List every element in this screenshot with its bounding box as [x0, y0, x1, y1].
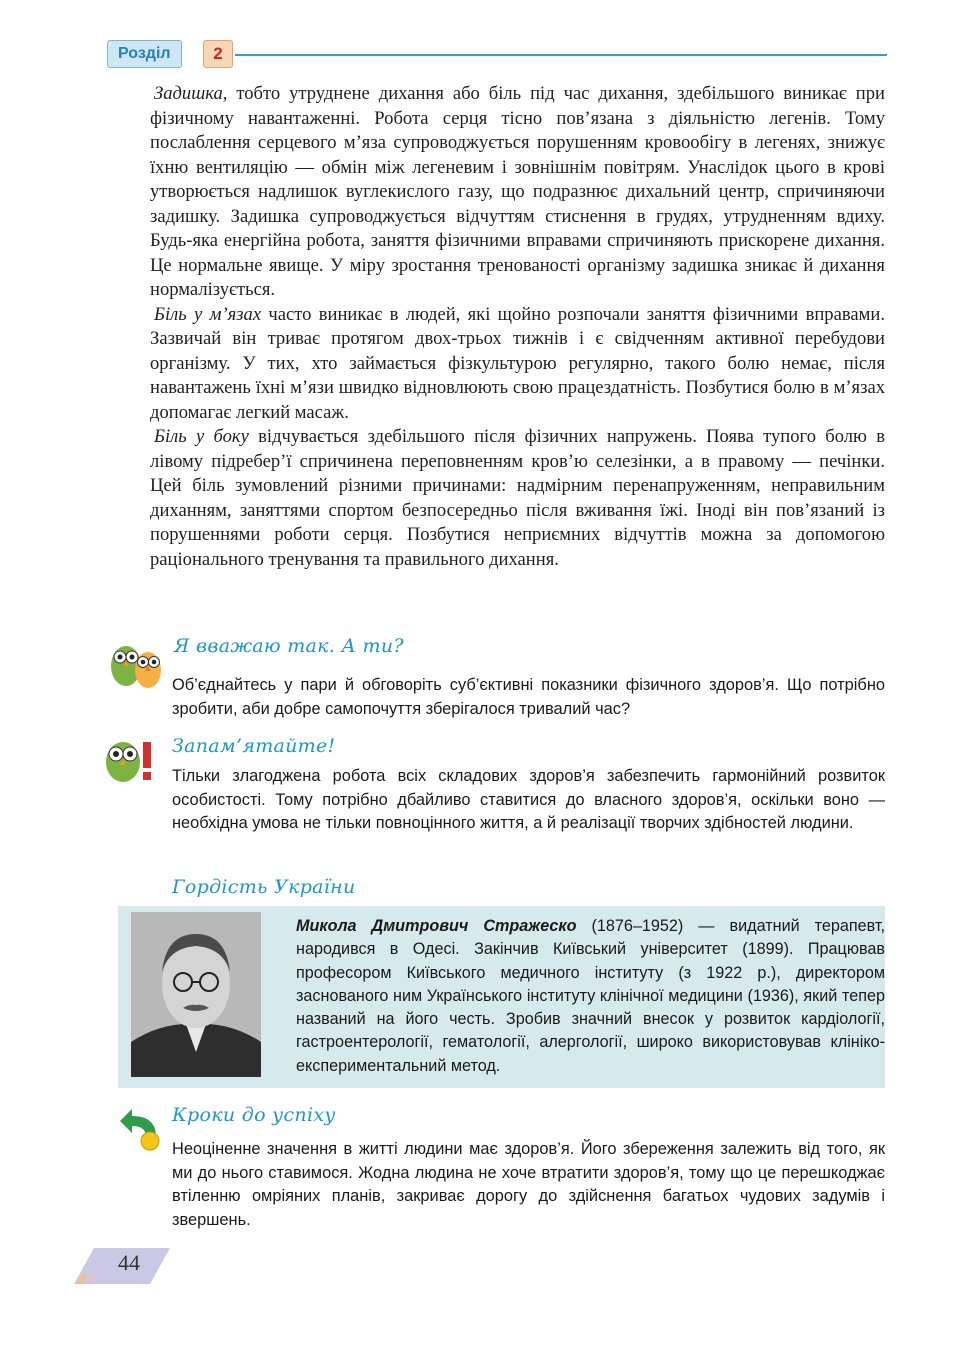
section-label: Розділ — [107, 40, 182, 68]
think-title: Я вважаю так. А ти? — [174, 635, 404, 657]
two-owls-icon — [108, 640, 164, 690]
paragraph-side-pain-text: відчувається здебільшого після фізичних напружень. Поява тупого болю в лівому підребер’ї спричинена переповненням кров’ю селезінки, а в правому — печінки. Цей біль зумовлений різними причинами: надмірним перенапруженням, неправильним диханням, заняттями спортом безпосередньо після вживання їжі. Іноді він пов’язаний із порушеннями роботи серця. Позбутися неприємних відчуттів можна за допомогою раціонального тренування та правильного дихання. — [150, 426, 885, 570]
paragraph-muscle-pain-text: часто виникає в людей, які щойно розпочали заняття фізичними вправами. Зазвичай він триває протягом двох-трьох тижнів і є свідченням активної перебудови організму. У тих, хто займається фізкультурою регулярно, такого болю немає, після навантажень їхні м’язи швидко відновлюють свою працездатність. Позбутися болю в м’язах допомагає легкий масаж. — [150, 303, 885, 423]
portrait-illustration — [131, 912, 261, 1077]
paragraph-dyspnea-text: тобто утруднене дихання або біль під час дихання, здебільшого виникає при фізичному навантаженні. Робота серця тісно пов’язана з діяльністю легенів. Тому послаблення серцевого м’яза супроводжується порушенням кровообігу в легенях, знижує їхню вентиляцію — обмін між легеневим і зовнішнім повітрям. Унаслідок цього в крові утворюється надлишок вуглекислого газу, що подразнює дихальний центр, спричиняючи задишку. Задишка супроводжується відчуттям стиснення в грудях, утрудненням вдиху. Будь-яка енергійна робота, заняття фізичними вправами спричиняють прискорене дихання. Це нормальне явище. У міру зростання тренованості організму задишка зникає й дихання нормалізується. — [150, 83, 885, 300]
paragraph-muscle-pain — [150, 303, 885, 426]
term-dyspnea: Задишка, — [154, 83, 228, 104]
owl-exclamation-icon — [103, 738, 157, 784]
header-rule — [235, 54, 887, 56]
remember-text: Тільки злагоджена робота всіх складових здоров’я забезпечить гармонійний розвиток особистості. Тому потрібно дбайливо ставитися до власного здоров’я, оскільки воно — необхідна умова не тільки повноцінного життя, а й реалізації творчих здібностей людини. — [172, 767, 885, 832]
section-header — [107, 40, 887, 70]
pride-title: Гордість України — [172, 876, 356, 898]
think-text: Об’єднайтесь у пари й обговоріть суб’єктивні показники фізичного здоров’я. Що потрібно зробити, аби добре самопочуття зберігалося тривалий час? — [172, 676, 885, 718]
bio-description: (1876–1952) — видатний терапевт, народився в Одесі. Закінчив Київський університет (1899). Працював професором Київського медичного інституту (з 1922 р.), директором заснованого ним Українського інституту клінічної медицини (1936), який тепер названий на його честь. Зробив значний внесок у розвиток кардіології, гастроентерології, гематології, алергології, широко використовував клініко-експериментальний метод. — [296, 917, 886, 1075]
page-number: 44 — [118, 1250, 140, 1275]
remember-title: Запам’ятайте! — [172, 735, 336, 757]
main-text — [150, 82, 885, 572]
steps-text: Неоціненне значення в житті людини має здоров’я. Його збереження залежить від того, як ми до нього ставимося. Жодна людина не хоче втратити здоров’я, тому що це перешкоджає втіленню омріяних планів, закриває дорогу до здійснення багатьох чудових задумів і звершень. — [172, 1140, 885, 1229]
bio-text — [296, 915, 885, 1078]
portrait-photo — [131, 912, 261, 1077]
term-muscle-pain: Біль у м’язах — [154, 303, 262, 325]
paragraph-side-pain — [150, 425, 885, 572]
arrow-ball-icon — [116, 1107, 164, 1151]
steps-title: Кроки до успіху — [172, 1104, 336, 1126]
section-number: 2 — [203, 40, 233, 68]
paragraph-dyspnea — [150, 82, 885, 303]
term-side-pain: Біль у боку — [154, 426, 249, 447]
bio-name: Микола Дмитрович Стражеско — [296, 917, 577, 935]
